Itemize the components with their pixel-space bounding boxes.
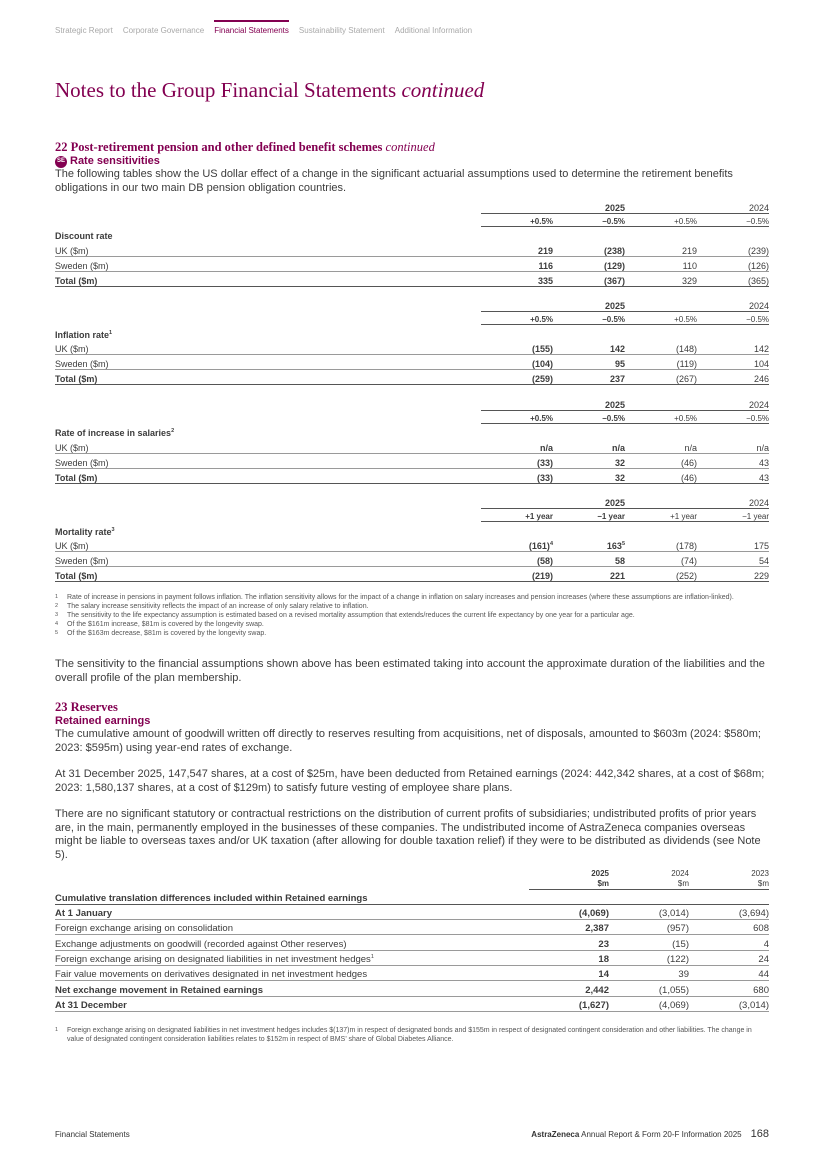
table-row <box>55 935 769 950</box>
footnote-ref: 1 <box>109 329 113 336</box>
total-row <box>55 271 769 286</box>
cell-value: (104) <box>481 355 553 370</box>
row-label: At 1 January <box>55 904 529 919</box>
column-header: −0.5% <box>553 410 625 423</box>
cell-value: 4 <box>689 935 769 950</box>
cell-value: 43 <box>697 453 769 468</box>
footnote-text: The salary increase sensitivity reflects the impact of an increase of only salary relative to inflation. <box>67 603 369 610</box>
reserves-para-2: At 31 December 2025, 147,547 shares, at a cost of $25m, have been deducted from Retained earnings (2024: 442,342 shares, at a cost of $68m; 2023: 1,580,137 shares, at a cost of $129m) to satisfy future vesting of employee share plans. <box>55 768 765 794</box>
cell-value: (119) <box>625 355 697 370</box>
table-row <box>55 355 769 370</box>
cell-value: 142 <box>553 340 625 355</box>
section-label: Cumulative translation differences included within Retained earnings <box>55 889 529 904</box>
cell-value: (1,627) <box>529 996 609 1011</box>
column-header: +0.5% <box>625 410 697 423</box>
year-header: 2024 <box>697 298 769 312</box>
cell-value: (4,069) <box>529 904 609 919</box>
cell-value: (259) <box>481 370 553 385</box>
footnote-ref: 4 <box>549 541 553 547</box>
section-nav <box>55 20 472 35</box>
cell-value: 329 <box>625 271 697 286</box>
cell-value: n/a <box>481 438 553 453</box>
sensitivity-tables <box>55 199 769 582</box>
cell-value: 246 <box>697 370 769 385</box>
sensitivity-table <box>55 495 769 583</box>
row-label: Exchange adjustments on goodwill (recorded against Other reserves) <box>55 935 529 950</box>
total-row <box>55 370 769 385</box>
category-label: Rate of increase in salaries$^2$ <box>55 428 175 438</box>
cell-value: (122) <box>609 950 689 965</box>
cell-value: (46) <box>625 468 697 483</box>
cell-value: 24 <box>689 950 769 965</box>
cell-value: 2,387 <box>529 920 609 935</box>
column-header: −1 year <box>553 509 625 522</box>
row-label: Foreign exchange arising on designated liabilities in net investment hedges$^1$ <box>55 950 529 965</box>
table-row <box>55 241 769 256</box>
row-label: At 31 December <box>55 996 529 1011</box>
section-22-title: 22 Post-retirement pension and other defined benefit schemes <box>55 140 383 154</box>
page-title <box>55 78 484 103</box>
cell-value: 219 <box>625 241 697 256</box>
footnote-mark: 3 <box>55 612 59 618</box>
footnotes-23 <box>55 1026 769 1044</box>
cell-value: (957) <box>609 920 689 935</box>
column-header: +0.5% <box>481 410 553 423</box>
cell-value: 142 <box>697 340 769 355</box>
row-label: Sweden ($m) <box>55 552 481 567</box>
cell-value: 44 <box>689 965 769 980</box>
year-header: 2025 <box>553 199 625 213</box>
cell-value: n/a <box>553 438 625 453</box>
row-label: Total ($m) <box>55 567 481 582</box>
year-header: 2024 <box>697 495 769 509</box>
cell-value: (58) <box>481 552 553 567</box>
cell-value: (238) <box>553 241 625 256</box>
cell-value: 14 <box>529 965 609 980</box>
column-header: −0.5% <box>697 410 769 423</box>
cell-value: (46) <box>625 453 697 468</box>
cell-value: 32 <box>553 453 625 468</box>
row-label: UK ($m) <box>55 438 481 453</box>
section-22-intro: The following tables show the US dollar effect of a change in the significant actuarial assumptions used to determine the retirement benefits obligations in our two main DB pension obligation countries. <box>55 168 733 194</box>
cell-value: (126) <box>697 256 769 271</box>
footnote <box>55 1026 769 1044</box>
year-header: 2025 <box>553 396 625 410</box>
row-label: UK ($m) <box>55 340 481 355</box>
cell-value: n/a <box>625 438 697 453</box>
cell-value: (148) <box>625 340 697 355</box>
rate-sensitivities-heading <box>55 155 769 168</box>
section-22-suffix: continued <box>385 140 435 154</box>
cell-value: 221 <box>553 567 625 582</box>
section-23-title: 23 Reserves <box>55 700 118 714</box>
table-row <box>55 453 769 468</box>
cell-value: (155) <box>481 340 553 355</box>
footnote-text: The sensitivity to the life expectancy assumption is estimated based on a revised mortality assumption that extends/reduces the current life expectancy by one year for a particular age. <box>67 612 635 619</box>
nav-item[interactable]: Additional Information <box>394 26 473 35</box>
row-label: Sweden ($m) <box>55 453 481 468</box>
footer-doc-title: Annual Report & Form 20-F Information 2025 <box>581 1130 742 1139</box>
table-row <box>55 965 769 980</box>
footnote-mark: 5 <box>55 630 59 636</box>
row-label: Sweden ($m) <box>55 256 481 271</box>
cell-value: (33) <box>481 453 553 468</box>
table-row <box>55 904 769 919</box>
cell-value: (219) <box>481 567 553 582</box>
cell-value: (252) <box>625 567 697 582</box>
footnote <box>55 620 769 629</box>
total-row <box>55 468 769 483</box>
page-number: 168 <box>750 1128 769 1140</box>
sensitivity-table <box>55 298 769 386</box>
sensitivity-table <box>55 396 769 484</box>
table-row <box>55 256 769 271</box>
row-label: Total ($m) <box>55 370 481 385</box>
footnote-ref: 3 <box>111 526 115 533</box>
year-header: 2023 $m <box>689 865 769 889</box>
footnote-mark: 1 <box>55 594 59 600</box>
row-label: Fair value movements on derivatives designated in net investment hedges <box>55 965 529 980</box>
cell-value: (239) <box>697 241 769 256</box>
cell-value: (365) <box>697 271 769 286</box>
cell-value: (3,694) <box>689 904 769 919</box>
main-content <box>55 140 769 1044</box>
category-label: Inflation rate$^1$ <box>55 329 113 340</box>
column-header: +0.5% <box>481 213 553 226</box>
footnote-ref: 2 <box>171 428 175 434</box>
footnote-mark: 4 <box>55 621 59 627</box>
cell-value: (3,014) <box>609 904 689 919</box>
row-label: Sweden ($m) <box>55 355 481 370</box>
cell-value: 95 <box>553 355 625 370</box>
table-row <box>55 996 769 1011</box>
nav-item[interactable]: Strategic Report <box>55 26 113 35</box>
footer-section: Financial Statements <box>55 1130 130 1139</box>
section-22-heading <box>55 140 769 155</box>
reserves-para-3: There are no significant statutory or contractual restrictions on the distribution of current profits of subsidiaries; undistributed profits of prior years are, in the main, permanently employed in the businesses of these companies. The undistributed income of AstraZeneca companies overseas might be liable to overseas taxes and/or UK taxation (after allowing for double taxation relief) if they were to be distributed as dividends (see Note 5). <box>55 808 761 861</box>
cell-value: (4,069) <box>609 996 689 1011</box>
cell-value: 18 <box>529 950 609 965</box>
nav-item[interactable]: Corporate Governance <box>122 26 205 35</box>
reserves-table <box>55 865 769 1012</box>
footer-brand: AstraZeneca <box>531 1130 580 1139</box>
year-header: 2024 <box>697 199 769 213</box>
footnote-mark: 1 <box>55 1026 59 1033</box>
column-header: −0.5% <box>553 312 625 325</box>
cell-value: (15) <box>609 935 689 950</box>
footnote <box>55 611 769 620</box>
table-row <box>55 537 769 552</box>
row-label: Net exchange movement in Retained earnings <box>55 981 529 996</box>
category-label: Mortality rate$^3$ <box>55 526 115 537</box>
cell-value: 175 <box>697 537 769 552</box>
footer-document <box>531 1130 741 1139</box>
footnote <box>55 629 769 638</box>
cell-value: (129) <box>553 256 625 271</box>
cell-value: 58 <box>553 552 625 567</box>
cell-value: 219 <box>481 241 553 256</box>
table-row <box>55 340 769 355</box>
cell-value: 32 <box>553 468 625 483</box>
cell-value: 54 <box>697 552 769 567</box>
category-label: Discount rate <box>55 231 113 241</box>
se-badge-icon: SE <box>55 156 67 168</box>
year-header: 2025 $m <box>529 865 609 889</box>
column-header: +1 year <box>625 509 697 522</box>
column-header: −0.5% <box>697 312 769 325</box>
year-header: 2025 <box>553 495 625 509</box>
cell-value: (33) <box>481 468 553 483</box>
row-label: Foreign exchange arising on consolidation <box>55 920 529 935</box>
column-header: −1 year <box>697 509 769 522</box>
cell-value: 229 <box>697 567 769 582</box>
cell-value: (267) <box>625 370 697 385</box>
rate-sensitivities-title: Rate sensitivities <box>70 155 160 167</box>
total-row <box>55 567 769 582</box>
cell-value: 237 <box>553 370 625 385</box>
sensitivity-table <box>55 199 769 287</box>
table-row <box>55 552 769 567</box>
column-header: +1 year <box>481 509 553 522</box>
footnote-ref: 5 <box>621 541 625 547</box>
reserves-para-1: The cumulative amount of goodwill written off directly to reserves resulting from acquisitions, net of disposals, amounted to $603m (2024: $580m; 2023: $595m) using year-end rates of exchange. <box>55 728 761 754</box>
footnote-text: Of the $161m increase, $81m is covered by the longevity swap. <box>67 621 264 628</box>
year-header: 2024 <box>697 396 769 410</box>
retained-earnings-heading: Retained earnings <box>55 715 151 727</box>
nav-item[interactable]: Financial Statements <box>214 20 289 35</box>
cell-value: (1,055) <box>609 981 689 996</box>
column-header: +0.5% <box>625 312 697 325</box>
row-label: UK ($m) <box>55 241 481 256</box>
cell-value: $(161)^4$ <box>481 537 553 552</box>
table-row <box>55 920 769 935</box>
row-label: Total ($m) <box>55 468 481 483</box>
cell-value: 335 <box>481 271 553 286</box>
cell-value: 110 <box>625 256 697 271</box>
footnote <box>55 593 769 602</box>
cell-value: (367) <box>553 271 625 286</box>
footnote-text: Of the $163m decrease, $81m is covered by the longevity swap. <box>67 630 267 637</box>
cell-value: (178) <box>625 537 697 552</box>
page-title-text: Notes to the Group Financial Statements <box>55 78 397 102</box>
footnotes-22 <box>55 593 769 638</box>
footnote <box>55 602 769 611</box>
cell-value: 43 <box>697 468 769 483</box>
footnote-text: Foreign exchange arising on designated liabilities in net investment hedges includes $(137)m in respect of designated bonds and $155m in respect of designated contingent consideration and other liabilities. The change in value of designated contingent consideration liabilities relates to $152m in respect of BMS’ share of Global Diabetes Alliance. <box>67 1026 752 1043</box>
footnote-ref: 1 <box>370 953 374 960</box>
column-header: +0.5% <box>481 312 553 325</box>
cell-value: n/a <box>697 438 769 453</box>
row-label: UK ($m) <box>55 537 481 552</box>
page-title-suffix: continued <box>401 78 485 102</box>
row-label: Total ($m) <box>55 271 481 286</box>
cell-value: (74) <box>625 552 697 567</box>
footnote-text: Rate of increase in pensions in payment follows inflation. The inflation sensitivity allows for the impact of a change in inflation on salary increases and pension increases (where these assumptions are inflation-linked). <box>67 594 734 601</box>
column-header: +0.5% <box>625 213 697 226</box>
column-header: −0.5% <box>697 213 769 226</box>
cell-value: 39 <box>609 965 689 980</box>
cell-value: 2,442 <box>529 981 609 996</box>
cell-value: 608 <box>689 920 769 935</box>
table-row <box>55 438 769 453</box>
nav-item[interactable]: Sustainability Statement <box>298 26 385 35</box>
sensitivity-summary: The sensitivity to the financial assumptions shown above has been estimated taking into account the approximate duration of the liabilities and the overall profile of the plan membership. <box>55 658 765 684</box>
cell-value: 104 <box>697 355 769 370</box>
footnote-mark: 2 <box>55 603 59 609</box>
table-row <box>55 981 769 996</box>
table-row <box>55 950 769 965</box>
year-header: 2025 <box>553 298 625 312</box>
year-header: 2024 $m <box>609 865 689 889</box>
cell-value: 680 <box>689 981 769 996</box>
cell-value: 116 <box>481 256 553 271</box>
cell-value: 23 <box>529 935 609 950</box>
cell-value: $163^5$ <box>553 537 625 552</box>
cell-value: (3,014) <box>689 996 769 1011</box>
column-header: −0.5% <box>553 213 625 226</box>
